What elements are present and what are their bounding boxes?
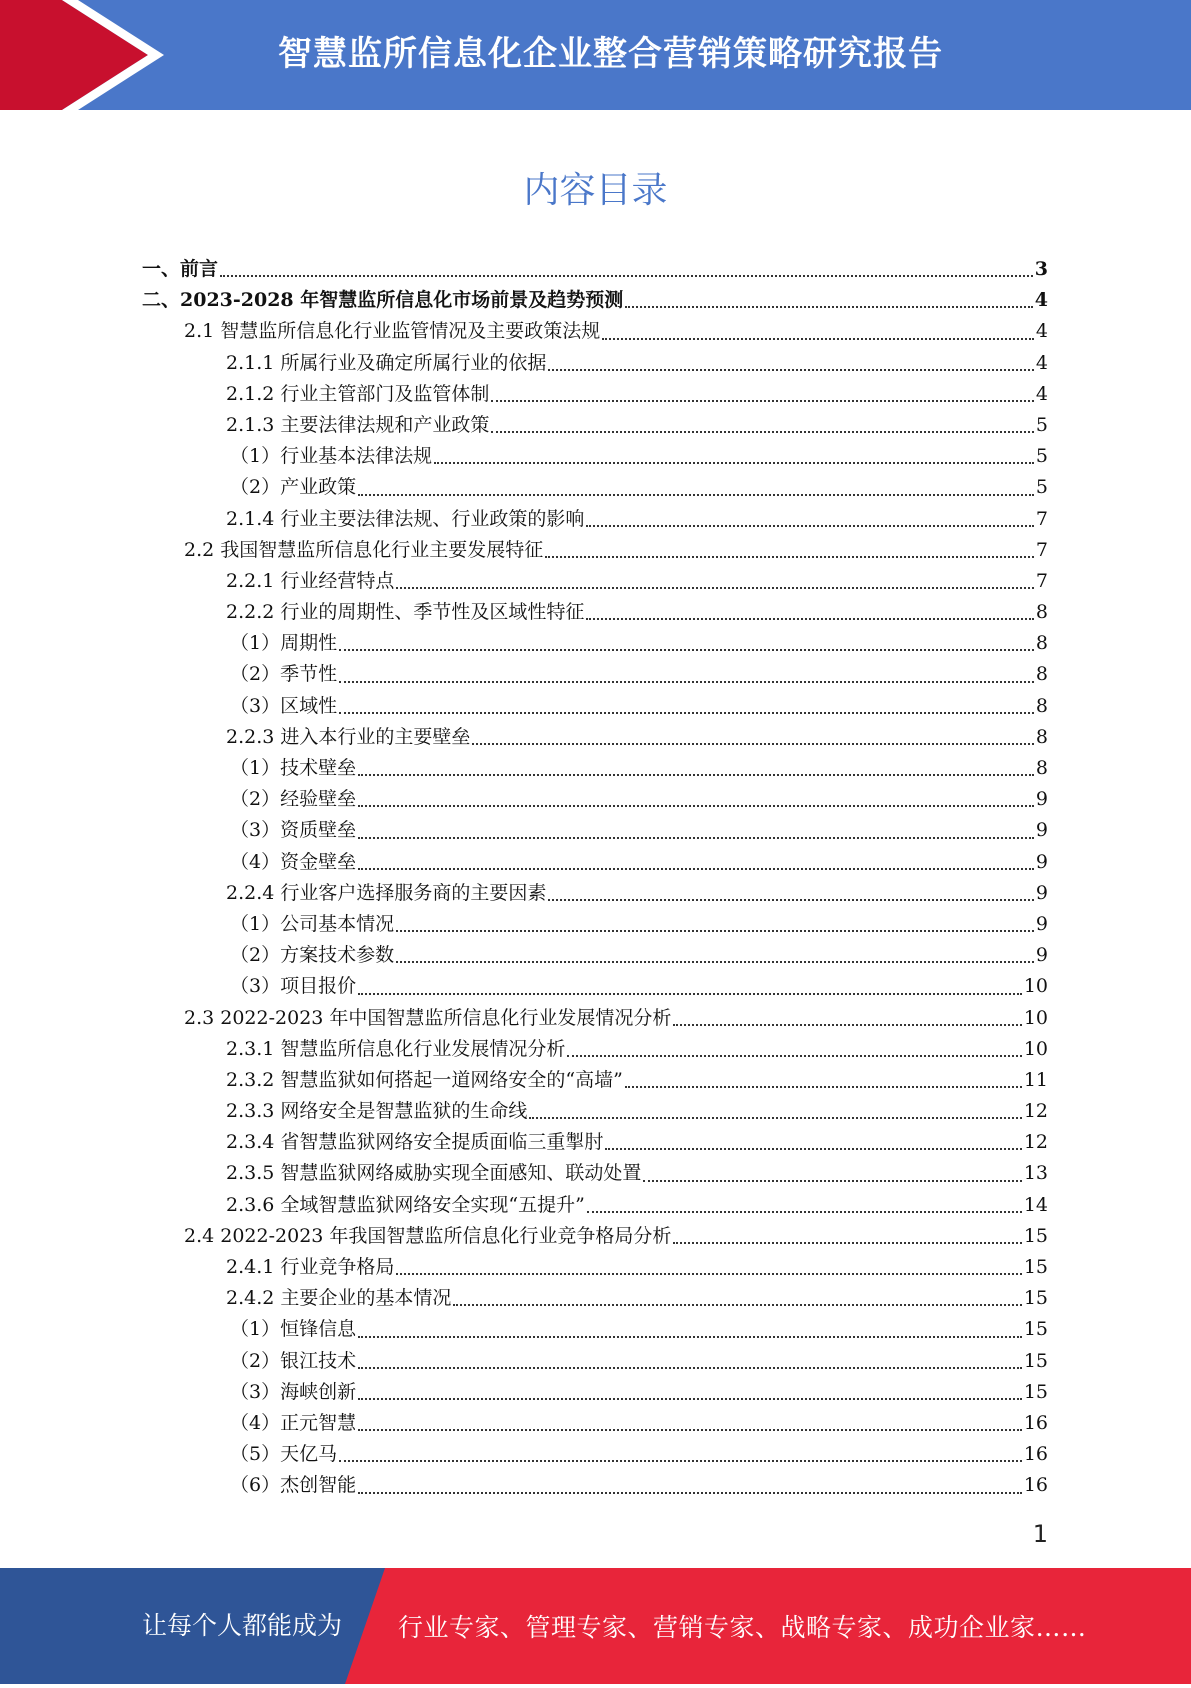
toc-dot-leader bbox=[358, 774, 1034, 776]
toc-entry-page: 4 bbox=[1035, 351, 1048, 374]
toc-entry-label: （4）资金壁垒 bbox=[230, 850, 357, 873]
toc-dot-leader bbox=[358, 868, 1034, 870]
toc-dot-leader bbox=[529, 1117, 1021, 1119]
toc-entry-label: 2.2.3 进入本行业的主要壁垒 bbox=[226, 725, 471, 748]
footer-slogan-left: 让每个人都能成为 bbox=[142, 1611, 343, 1640]
toc-entry-page: 16 bbox=[1023, 1411, 1048, 1434]
toc-entry[interactable] bbox=[142, 1252, 1048, 1283]
toc-dot-leader bbox=[605, 1148, 1021, 1150]
toc-entry-label: （2）经验壁垒 bbox=[230, 788, 357, 811]
toc-entry[interactable] bbox=[142, 597, 1048, 628]
toc-entry-page: 7 bbox=[1035, 569, 1048, 592]
toc-entry-page: 4 bbox=[1035, 320, 1048, 343]
toc-entry-label: 2.1.3 主要法律法规和产业政策 bbox=[226, 413, 490, 436]
toc-entry-page: 8 bbox=[1035, 601, 1048, 624]
toc-entry-page: 9 bbox=[1035, 944, 1048, 967]
toc-dot-leader bbox=[548, 369, 1034, 371]
toc-entry-page: 15 bbox=[1023, 1380, 1048, 1403]
toc-dot-leader bbox=[491, 400, 1034, 402]
toc-dot-leader bbox=[339, 681, 1034, 683]
toc-dot-leader bbox=[434, 462, 1034, 464]
toc-entry-label: （2）季节性 bbox=[230, 663, 338, 686]
toc-entry[interactable] bbox=[142, 691, 1048, 722]
toc-entry-page: 10 bbox=[1023, 1037, 1048, 1060]
toc-entry-label: 2.2.1 行业经营特点 bbox=[226, 569, 395, 592]
toc-entry-page: 9 bbox=[1035, 881, 1048, 904]
toc-entry-label: （2）方案技术参数 bbox=[230, 944, 395, 967]
toc-entry-page: 16 bbox=[1023, 1474, 1048, 1497]
toc-entry[interactable] bbox=[142, 504, 1048, 535]
toc-entry-page: 8 bbox=[1035, 757, 1048, 779]
toc-entry-label: （1）周期性 bbox=[230, 632, 338, 655]
toc-entry[interactable] bbox=[142, 1377, 1048, 1408]
toc-entry-label: 2.3.5 智慧监狱网络威胁实现全面感知、联动处置 bbox=[226, 1162, 642, 1185]
toc-entry[interactable] bbox=[142, 784, 1048, 815]
toc-entry-page: 4 bbox=[1035, 382, 1048, 405]
toc-entry-label: 2.4 2022-2023 年我国智慧监所信息化行业竞争格局分析 bbox=[184, 1224, 672, 1247]
toc-dot-leader bbox=[586, 618, 1034, 620]
toc-entry[interactable] bbox=[142, 379, 1048, 410]
toc-entry-page: 15 bbox=[1023, 1287, 1048, 1310]
header-band bbox=[0, 0, 1191, 110]
toc-entry-page: 9 bbox=[1035, 912, 1048, 935]
toc-entry-page: 8 bbox=[1035, 694, 1048, 717]
toc-entry[interactable] bbox=[142, 628, 1048, 659]
toc-dot-leader bbox=[358, 993, 1022, 995]
toc-dot-leader bbox=[339, 649, 1034, 651]
toc-entry-label: 二、2023-2028 年智慧监所信息化市场前景及趋势预测 bbox=[142, 289, 624, 312]
toc-entry-label: 2.3.2 智慧监狱如何搭起一道网络安全的“高墙” bbox=[226, 1068, 623, 1091]
toc-entry-label: 2.4.2 主要企业的基本情况 bbox=[226, 1287, 452, 1310]
toc-entry[interactable] bbox=[142, 254, 1048, 285]
toc-entry-page: 15 bbox=[1023, 1224, 1048, 1247]
toc-entry[interactable] bbox=[142, 535, 1048, 566]
toc-dot-leader bbox=[396, 587, 1034, 589]
toc-entry-label: 2.4.1 行业竞争格局 bbox=[226, 1256, 395, 1278]
toc-dot-leader bbox=[586, 525, 1034, 527]
toc-entry-label: 2.1 智慧监所信息化行业监管情况及主要政策法规 bbox=[184, 320, 601, 343]
toc-dot-leader bbox=[358, 1336, 1022, 1338]
toc-entry-page: 8 bbox=[1035, 632, 1048, 655]
toc-entry[interactable] bbox=[142, 815, 1048, 846]
toc-dot-leader bbox=[625, 1086, 1022, 1088]
toc-entry-page: 5 bbox=[1035, 445, 1048, 468]
toc-dot-leader bbox=[358, 494, 1034, 496]
toc-entry[interactable] bbox=[142, 722, 1048, 753]
toc-entry-page: 14 bbox=[1023, 1193, 1048, 1216]
toc-dot-leader bbox=[358, 837, 1034, 839]
toc-entry[interactable] bbox=[142, 753, 1048, 784]
toc-entry-label: 2.3.4 省智慧监狱网络安全提质面临三重掣肘 bbox=[226, 1131, 604, 1154]
toc-entry-page: 5 bbox=[1035, 413, 1048, 436]
toc-entry-page: 16 bbox=[1023, 1443, 1048, 1466]
toc-dot-leader bbox=[491, 431, 1034, 433]
toc-dot-leader bbox=[453, 1304, 1021, 1306]
toc-entry-page: 10 bbox=[1023, 1006, 1048, 1029]
toc-entry-page: 9 bbox=[1035, 788, 1048, 811]
toc-entry-label: （1）行业基本法律法规 bbox=[230, 445, 433, 468]
toc-entry[interactable] bbox=[142, 909, 1048, 940]
toc-dot-leader bbox=[587, 1211, 1022, 1213]
toc-entry[interactable] bbox=[142, 1003, 1048, 1034]
toc-entry-page: 11 bbox=[1023, 1068, 1048, 1091]
toc-entry-label: 一、前言 bbox=[142, 258, 219, 280]
toc-entry-label: （3）资质壁垒 bbox=[230, 819, 357, 842]
toc-entry[interactable] bbox=[142, 285, 1048, 316]
toc-entry-page: 8 bbox=[1035, 725, 1048, 748]
toc-entry-label: 2.3 2022-2023 年中国智慧监所信息化行业发展情况分析 bbox=[184, 1006, 672, 1029]
toc-entry-label: 2.1.2 行业主管部门及监管体制 bbox=[226, 382, 490, 405]
toc-dot-leader bbox=[625, 306, 1033, 308]
toc-entry-page: 5 bbox=[1035, 476, 1048, 499]
toc-dot-leader bbox=[673, 1024, 1021, 1026]
toc-entry-page: 15 bbox=[1023, 1318, 1048, 1341]
toc-entry-label: 2.1.1 所属行业及确定所属行业的依据 bbox=[226, 351, 547, 374]
toc-entry[interactable] bbox=[142, 1439, 1048, 1470]
toc-entry-label: （3）海峡创新 bbox=[230, 1380, 357, 1403]
toc-dot-leader bbox=[358, 1492, 1022, 1494]
page-number: 1 bbox=[1032, 1520, 1048, 1548]
toc-entry[interactable] bbox=[142, 1314, 1048, 1345]
toc-entry[interactable] bbox=[142, 1346, 1048, 1377]
toc-entry[interactable] bbox=[142, 316, 1048, 347]
toc-entry[interactable] bbox=[142, 1096, 1048, 1127]
toc-dot-leader bbox=[545, 556, 1034, 558]
toc-dot-leader bbox=[567, 1055, 1021, 1057]
toc-entry-page: 15 bbox=[1023, 1349, 1048, 1372]
report-title: 智慧监所信息化企业整合营销策略研究报告 bbox=[278, 34, 943, 74]
toc-entry[interactable] bbox=[142, 940, 1048, 971]
toc-entry-page: 7 bbox=[1035, 538, 1048, 561]
toc-entry-label: （1）公司基本情况 bbox=[230, 912, 395, 935]
toc-dot-leader bbox=[358, 1367, 1022, 1369]
toc-entry-label: （3）区域性 bbox=[230, 694, 338, 717]
toc-entry-label: （5）天亿马 bbox=[230, 1443, 338, 1466]
toc-entry-page: 15 bbox=[1023, 1256, 1048, 1278]
toc-entry-page: 12 bbox=[1023, 1131, 1048, 1154]
toc-entry[interactable] bbox=[142, 1065, 1048, 1096]
toc-entry[interactable] bbox=[142, 410, 1048, 441]
toc-dot-leader bbox=[339, 712, 1034, 714]
toc-entry[interactable] bbox=[142, 1190, 1048, 1221]
toc-dot-leader bbox=[339, 1460, 1022, 1462]
toc-dot-leader bbox=[643, 1180, 1021, 1182]
toc-dot-leader bbox=[220, 275, 1033, 277]
toc-entry-label: （6）杰创智能 bbox=[230, 1474, 357, 1497]
toc-entry-label: 2.3.3 网络安全是智慧监狱的生命线 bbox=[226, 1100, 528, 1123]
toc-dot-leader bbox=[472, 743, 1034, 745]
toc-entry-label: 2.3.1 智慧监所信息化行业发展情况分析 bbox=[226, 1037, 566, 1060]
toc-dot-leader bbox=[673, 1242, 1021, 1244]
toc-entry[interactable] bbox=[142, 847, 1048, 878]
toc-entry-page: 10 bbox=[1023, 975, 1048, 998]
toc-dot-leader bbox=[358, 805, 1034, 807]
toc-entry[interactable] bbox=[142, 1283, 1048, 1314]
toc-entry[interactable] bbox=[142, 348, 1048, 379]
toc-entry-label: （4）正元智慧 bbox=[230, 1411, 357, 1434]
toc-entry-label: （2）银江技术 bbox=[230, 1349, 357, 1372]
toc-entry[interactable] bbox=[142, 566, 1048, 597]
toc-entry[interactable] bbox=[142, 1470, 1048, 1501]
toc-entry[interactable] bbox=[142, 441, 1048, 472]
toc-entry-page: 12 bbox=[1023, 1100, 1048, 1123]
toc-dot-leader bbox=[396, 1273, 1021, 1275]
toc-entry-label: （1）技术壁垒 bbox=[230, 757, 357, 779]
toc-entry-page: 9 bbox=[1035, 850, 1048, 873]
toc-entry-page: 8 bbox=[1035, 663, 1048, 686]
toc-entry[interactable] bbox=[142, 1127, 1048, 1158]
toc-entry-label: （1）恒锋信息 bbox=[230, 1318, 357, 1341]
toc-entry-label: （3）项目报价 bbox=[230, 975, 357, 998]
toc-entry-page: 13 bbox=[1023, 1162, 1048, 1185]
toc-entry-page: 9 bbox=[1035, 819, 1048, 842]
toc-dot-leader bbox=[548, 899, 1034, 901]
toc-entry[interactable] bbox=[142, 1221, 1048, 1252]
toc-dot-leader bbox=[602, 338, 1034, 340]
toc-entry-label: 2.2.2 行业的周期性、季节性及区域性特征 bbox=[226, 601, 585, 624]
toc-entry[interactable] bbox=[142, 971, 1048, 1002]
toc-entry-page: 7 bbox=[1035, 507, 1048, 530]
toc-heading: 内容目录 bbox=[523, 170, 668, 211]
table-of-contents bbox=[142, 254, 1048, 1502]
toc-entry[interactable] bbox=[142, 472, 1048, 503]
toc-dot-leader bbox=[396, 930, 1034, 932]
toc-entry[interactable] bbox=[142, 1158, 1048, 1189]
toc-entry-label: 2.1.4 行业主要法律法规、行业政策的影响 bbox=[226, 507, 585, 530]
footer-band bbox=[0, 1568, 1191, 1684]
toc-dot-leader bbox=[358, 1398, 1022, 1400]
toc-dot-leader bbox=[396, 961, 1034, 963]
toc-entry-page: 3 bbox=[1034, 258, 1048, 280]
toc-entry-label: 2.2.4 行业客户选择服务商的主要因素 bbox=[226, 881, 547, 904]
toc-entry[interactable] bbox=[142, 878, 1048, 909]
toc-entry-page: 4 bbox=[1034, 289, 1048, 312]
toc-entry-label: 2.2 我国智慧监所信息化行业主要发展特征 bbox=[184, 538, 544, 561]
toc-entry[interactable] bbox=[142, 1408, 1048, 1439]
toc-entry-label: 2.3.6 全域智慧监狱网络安全实现“五提升” bbox=[226, 1193, 585, 1216]
toc-entry-label: （2）产业政策 bbox=[230, 476, 357, 499]
footer-slogan-right: 行业专家、管理专家、营销专家、战略专家、成功企业家…… bbox=[398, 1613, 1087, 1642]
toc-entry[interactable] bbox=[142, 659, 1048, 690]
toc-dot-leader bbox=[358, 1429, 1022, 1431]
red-arrow-shape bbox=[0, 0, 148, 110]
toc-entry[interactable] bbox=[142, 1034, 1048, 1065]
